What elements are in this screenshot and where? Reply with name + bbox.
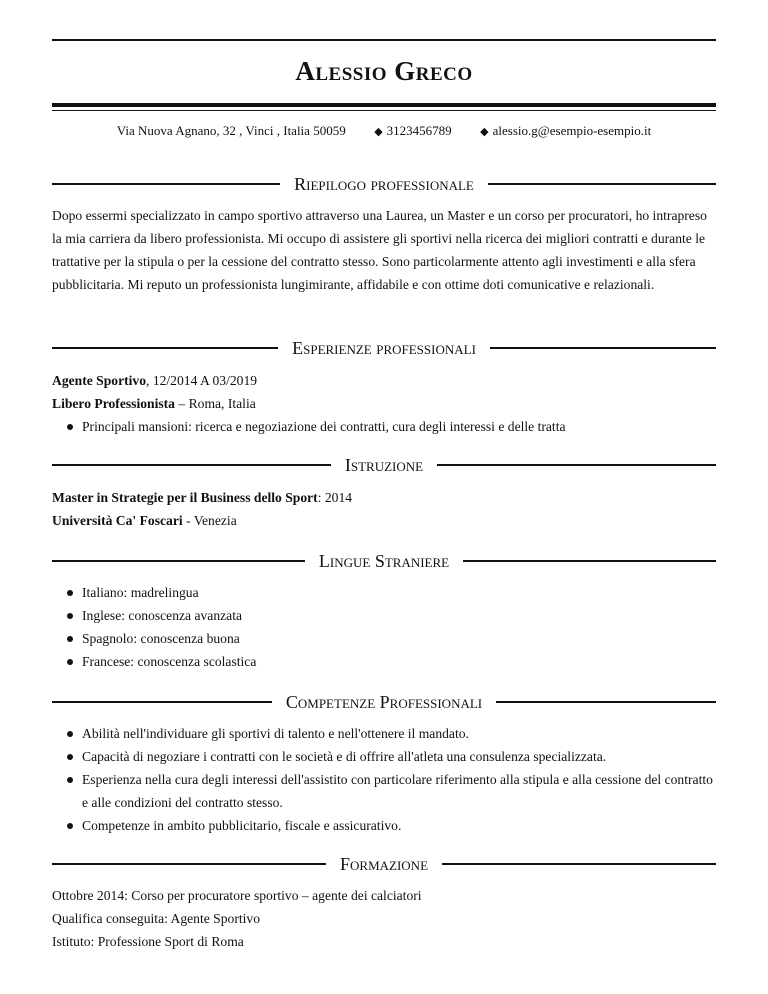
top-rule [52, 39, 716, 41]
degree-year: : 2014 [317, 490, 353, 505]
section-heading-experience [52, 336, 716, 360]
training-entry [52, 884, 716, 953]
section-title: Riepilogo professionale [294, 173, 474, 194]
section-heading-languages [52, 549, 716, 573]
section-title: Esperienze professionali [292, 337, 476, 358]
section-title: Formazione [340, 853, 429, 874]
summary-text: Dopo essermi specializzato in campo sportivo attraverso una Laurea, un Master e un corso per procuratori, ho intrapreso la mia carriera da libero professionista. Mi occupo di assistere gli sportivi nella ricerca dei migliori contratti e durante le trattative per la stipula o per la cessione del contratto stesso. Sono particolarmente attento agli investimenti e alla sfera pubblicitaria. Mi reputo un professionista lungimirante, affidabile e con ottime doti comunicative e relazionali. [52, 208, 707, 292]
heading-rule [52, 347, 278, 349]
languages-list [52, 581, 716, 673]
list-item: Italiano: madrelingua [52, 581, 716, 604]
job-role: Agente Sportivo [52, 373, 147, 388]
list-item: Spagnolo: conoscenza buona [52, 627, 716, 650]
list-item: Principali mansioni: ricerca e negoziazione dei contratti, cura degli interessi e delle tratta [52, 415, 716, 438]
section-heading-training [52, 852, 716, 876]
diamond-icon: ◆ [374, 126, 383, 138]
section-title: Competenze Professionali [285, 691, 483, 712]
school: Università Ca' Foscari [52, 513, 183, 528]
experience-bullets [52, 415, 716, 438]
training-line: Ottobre 2014: Corso per procuratore sportivo – agente dei calciatori [52, 888, 422, 903]
candidate-name: Alessio Greco [295, 56, 473, 86]
section-heading-education [52, 453, 716, 477]
section-title: Lingue Straniere [318, 550, 450, 571]
diamond-icon: ◆ [480, 126, 489, 138]
list-item: Inglese: conoscenza avanzata [52, 604, 716, 627]
skills-list [52, 722, 716, 837]
list-item: Francese: conoscenza scolastica [52, 650, 716, 673]
header-rule-thick [52, 103, 716, 107]
header-rule-thin [52, 110, 716, 111]
heading-rule [463, 560, 716, 562]
heading-rule [442, 863, 716, 865]
heading-rule [488, 183, 716, 185]
email: alessio.g@esempio-esempio.it [492, 123, 652, 138]
heading-rule [52, 464, 331, 466]
list-item: Capacità di negoziare i contratti con le società e di offrire all'atleta una consulenza specializzata. [52, 745, 716, 768]
employer: Libero Professionista [52, 396, 175, 411]
employer-line [52, 392, 716, 415]
degree-line [52, 486, 716, 509]
training-line: Istituto: Professione Sport di Roma [52, 934, 244, 949]
heading-rule [52, 701, 272, 703]
heading-rule [52, 560, 305, 562]
job-title-line [52, 369, 716, 392]
heading-rule [52, 863, 326, 865]
phone: 3123456789 [386, 123, 452, 138]
job-location: – Roma, Italia [174, 396, 256, 411]
job-dates: , 12/2014 A 03/2019 [146, 373, 258, 388]
education-entry [52, 486, 716, 532]
list-item: Competenze in ambito pubblicitario, fiscale e assicurativo. [52, 814, 716, 837]
list-item: Esperienza nella cura degli interessi dell'assistito con particolare riferimento alla stipula e alla cessione del contratto e alle condizioni del contratto stesso. [52, 768, 716, 814]
section-heading-summary [52, 172, 716, 196]
degree: Master in Strategie per il Business dello Sport [52, 490, 318, 505]
school-city: - Venezia [182, 513, 237, 528]
address: Via Nuova Agnano, 32 , Vinci , Italia 50059 [116, 123, 346, 138]
list-item: Abilità nell'individuare gli sportivi di talento e nell'ottenere il mandato. [52, 722, 716, 745]
contact-line [0, 123, 768, 139]
heading-rule [52, 183, 280, 185]
section-heading-skills [52, 690, 716, 714]
experience-entry [52, 369, 716, 438]
training-line: Qualifica conseguita: Agente Sportivo [52, 911, 261, 926]
section-title: Istruzione [344, 454, 424, 475]
heading-rule [496, 701, 716, 703]
heading-rule [490, 347, 716, 349]
heading-rule [437, 464, 716, 466]
school-line [52, 509, 716, 532]
